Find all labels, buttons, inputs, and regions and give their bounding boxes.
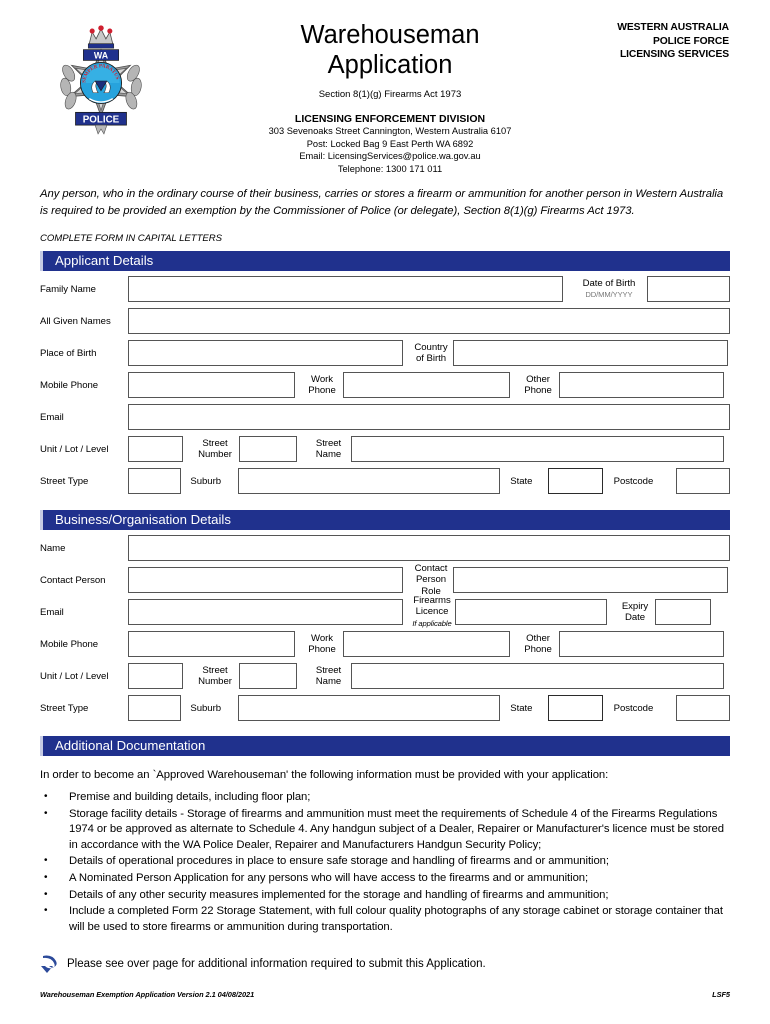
see-over-page-note (40, 952, 730, 976)
input-contact-person-role[interactable] (453, 567, 728, 593)
list-item: • Storage facility details - Storage of firearms and ammunition must meet the requirements of Schedule 4 of the Firearms Regulations 1974 or be approved as alternate to Schedule 4. Any handgun subject of a Dealer, Repairer or Manufacturer's licence must be stored in accordance with the WA Police Dealer, Repairer and Manufacturers Handgun Security Policy; (40, 807, 730, 854)
label-expiry-date (607, 596, 655, 628)
agency-line-1: WESTERN AUSTRALIA (617, 22, 729, 33)
additional-requirements-list (40, 790, 730, 935)
input-business-suburb[interactable] (238, 695, 500, 721)
intro-paragraph: Any person, who in the ordinary course of their business, carries or stores a firearm or ammunition for another person in Western Australia is required to be provided an exemption by the Commissioner of Police (or delegate), Section 8(1)(g) Firearms Act 1973. (40, 188, 724, 217)
input-business-work-phone[interactable] (343, 631, 510, 657)
label-street-number-line2: Number (198, 449, 232, 460)
label-business-email: Email (40, 606, 64, 618)
svg-text:POLICE: POLICE (82, 114, 120, 126)
input-date-of-birth[interactable] (647, 276, 730, 302)
label-street-name-line2: Name (315, 449, 342, 460)
agency-identifier (617, 21, 729, 62)
label-firearms-licence-line1: Firearms (413, 594, 451, 606)
label-postcode: Postcode (613, 475, 654, 487)
business-details-fields (40, 532, 730, 724)
label-business-work-phone-line2: Phone (308, 644, 336, 655)
label-expiry-date-line2: Date (624, 612, 646, 623)
label-other-phone-line1: Other (526, 373, 550, 385)
form-row-business-email (40, 596, 730, 628)
form-row-email (40, 401, 730, 433)
label-firearms-licence-note: If applicable (412, 618, 452, 628)
list-item: • Include a completed Form 22 Storage Statement, with full colour quality photographs of any storage cabinet or storage container that will be used to store firearms or ammunition during transportation. (40, 904, 730, 935)
label-business-other-phone (510, 628, 559, 660)
section-header-business-details: Business/Organisation Details (40, 510, 730, 530)
address-line: 303 Sevenoaks Street Cannington, Western Australia 6107 (268, 126, 512, 136)
page-header (40, 0, 730, 174)
label-date-of-birth-text: Date of Birth (582, 277, 636, 289)
input-business-unit-lot-level[interactable] (128, 663, 183, 689)
telephone-line: Telephone: 1300 171 011 (337, 163, 443, 174)
section-header-applicant-details: Applicant Details (40, 251, 730, 271)
email-line: Email: LicensingServices@police.wa.gov.au (299, 151, 481, 162)
label-street-name-line1: Street (315, 437, 342, 449)
label-street-name (297, 433, 351, 465)
input-country-of-birth[interactable] (453, 340, 728, 366)
svg-text:WA: WA (93, 50, 109, 61)
input-street-name[interactable] (351, 436, 724, 462)
input-business-street-number[interactable] (239, 663, 297, 689)
label-business-street-name (297, 660, 351, 692)
label-business-street-number (183, 660, 239, 692)
input-business-street-type[interactable] (128, 695, 181, 721)
label-date-of-birth (563, 273, 647, 305)
form-row-all-given-names (40, 305, 730, 337)
agency-line-2: POLICE FORCE (652, 35, 729, 47)
label-business-state: State (510, 702, 533, 714)
label-expiry-date-line1: Expiry (621, 600, 649, 612)
page-title-line2: Application (327, 51, 453, 79)
label-contact-person: Contact Person (40, 574, 106, 586)
input-other-phone[interactable] (559, 372, 724, 398)
form-code: LSF5 (712, 990, 730, 1000)
division-name: LICENSING ENFORCEMENT DIVISION (294, 113, 486, 125)
input-place-of-birth[interactable] (128, 340, 403, 366)
label-business-other-phone-line1: Other (526, 632, 550, 644)
label-business-name: Name (40, 542, 66, 554)
input-firearms-licence[interactable] (455, 599, 607, 625)
label-street-number (183, 433, 239, 465)
input-suburb[interactable] (238, 468, 500, 494)
label-street-number-line1: Street (202, 437, 228, 449)
section-header-additional-documentation: Additional Documentation (40, 736, 730, 756)
input-business-street-name[interactable] (351, 663, 724, 689)
label-business-mobile-phone: Mobile Phone (40, 638, 99, 650)
input-contact-person[interactable] (128, 567, 403, 593)
label-other-phone-line2: Phone (524, 385, 552, 396)
input-expiry-date[interactable] (655, 599, 711, 625)
label-contact-person-role-line2: Person (415, 574, 447, 586)
label-country-of-birth-line1: Country (414, 341, 448, 353)
title-block (190, 20, 590, 175)
form-row-contact-person (40, 564, 730, 596)
input-unit-lot-level[interactable] (128, 436, 183, 462)
curved-arrow-icon (40, 952, 62, 976)
see-over-page-text: Please see over page for additional information required to submit this Application. (67, 958, 486, 971)
input-street-number[interactable] (239, 436, 297, 462)
page-subtitle: Section 8(1)(g) Firearms Act 1973 (318, 89, 462, 100)
input-business-mobile-phone[interactable] (128, 631, 295, 657)
input-business-postcode[interactable] (676, 695, 730, 721)
input-postcode[interactable] (676, 468, 730, 494)
label-firearms-licence-line2: Licence (415, 606, 449, 618)
input-business-name[interactable] (128, 535, 730, 561)
form-row-business-phones (40, 628, 730, 660)
label-all-given-names: All Given Names (40, 315, 111, 327)
label-mobile-phone: Mobile Phone (40, 379, 99, 391)
label-business-street-name-line2: Name (315, 676, 342, 687)
label-business-street-number-line1: Street (202, 664, 228, 676)
input-business-state[interactable] (548, 695, 602, 721)
form-row-suburb-state-postcode (40, 465, 730, 497)
label-firearms-licence (403, 596, 455, 628)
label-business-postcode: Postcode (613, 702, 654, 714)
list-item: • Details of any other security measures implemented for the storage and handling of firearms and ammunition; (40, 888, 730, 904)
label-dob-format: DD/MM/YYYY (585, 290, 633, 299)
label-business-street-number-line2: Number (198, 676, 232, 687)
form-version: Warehouseman Exemption Application Version 2.1 04/08/2021 (40, 990, 255, 1000)
label-state: State (510, 475, 533, 487)
input-street-type[interactable] (128, 468, 181, 494)
svg-text:SEMPER PARATUS: SEMPER PARATUS (81, 63, 121, 84)
list-item: • A Nominated Person Application for any persons who will have access to the firearms and or ammunition; (40, 871, 730, 887)
form-row-family-name (40, 273, 730, 305)
label-contact-person-role (403, 564, 453, 596)
label-business-street-name-line1: Street (315, 664, 342, 676)
applicant-details-fields (40, 273, 730, 497)
input-all-given-names[interactable] (128, 308, 730, 334)
label-work-phone (295, 369, 343, 401)
input-mobile-phone[interactable] (128, 372, 295, 398)
label-street-type: Street Type (40, 475, 89, 487)
post-line: Post: Locked Bag 9 East Perth WA 6892 (306, 138, 474, 149)
wa-police-crest-icon (52, 22, 150, 140)
footer-line (40, 990, 730, 999)
label-unit-lot-level: Unit / Lot / Level (40, 443, 109, 455)
form-row-business-name (40, 532, 730, 564)
input-state[interactable] (548, 468, 602, 494)
label-country-of-birth-line2: of Birth (416, 353, 446, 364)
input-business-email[interactable] (128, 599, 403, 625)
form-row-street-address (40, 433, 730, 465)
agency-line-3: LICENSING SERVICES (619, 49, 729, 60)
input-family-name[interactable] (128, 276, 563, 302)
capital-letters-note: COMPLETE FORM IN CAPITAL LETTERS (40, 233, 222, 244)
label-business-other-phone-line2: Phone (524, 644, 552, 655)
label-contact-person-role-line3: Role (421, 585, 441, 597)
label-work-phone-line1: Work (310, 373, 333, 385)
label-suburb: Suburb (190, 475, 222, 487)
label-family-name: Family Name (40, 283, 96, 295)
label-work-phone-line2: Phone (308, 385, 336, 396)
form-row-place-of-birth (40, 337, 730, 369)
form-row-phones (40, 369, 730, 401)
additional-intro: In order to become an `Approved Warehouseman' the following information must be provided with your application: (40, 769, 609, 781)
input-email[interactable] (128, 404, 730, 430)
label-place-of-birth: Place of Birth (40, 347, 97, 359)
label-business-street-type: Street Type (40, 702, 89, 714)
form-row-business-street-address (40, 660, 730, 692)
label-business-unit-lot-level: Unit / Lot / Level (40, 670, 109, 682)
label-contact-person-role-line1: Contact (414, 562, 448, 574)
page-title-line1: Warehouseman (300, 21, 480, 49)
list-item: • Premise and building details, including floor plan; (40, 790, 730, 806)
input-work-phone[interactable] (343, 372, 510, 398)
label-email: Email (40, 411, 64, 423)
label-business-work-phone-line1: Work (310, 632, 333, 644)
list-item: • Details of operational procedures in place to ensure safe storage and handling of firearms and or ammunition; (40, 854, 730, 870)
label-business-suburb: Suburb (190, 702, 222, 714)
label-other-phone (510, 369, 559, 401)
label-business-work-phone (295, 628, 343, 660)
input-business-other-phone[interactable] (559, 631, 724, 657)
form-row-business-suburb-state-postcode (40, 692, 730, 724)
label-country-of-birth (403, 337, 453, 369)
